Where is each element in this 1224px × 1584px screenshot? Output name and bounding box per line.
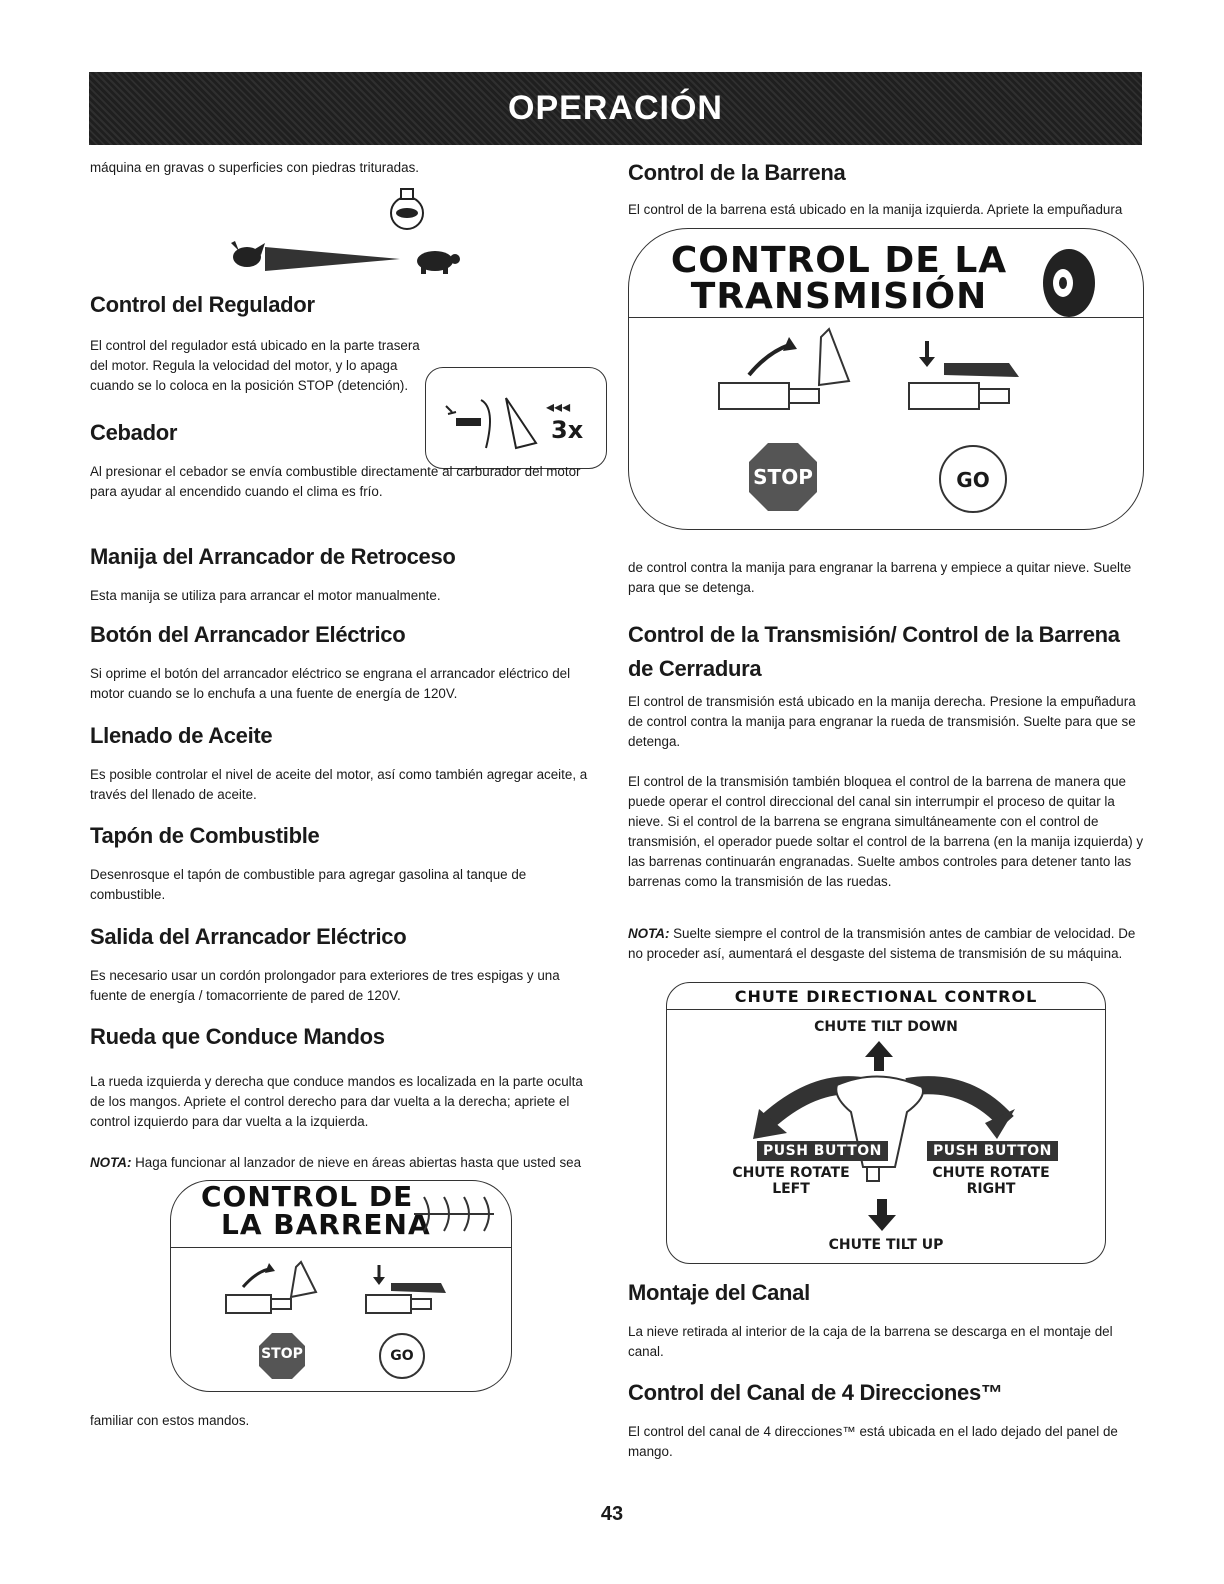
rabbit-icon (231, 241, 265, 267)
push-button-left: PUSH BUTTON (757, 1141, 888, 1161)
transmision-go-label: GO (956, 468, 990, 492)
auger-icon (409, 1189, 499, 1239)
lock-heading: Control de la Transmisión/ Control de la Barrena de Cerradura (628, 622, 1120, 681)
montaje-heading: Montaje del Canal (628, 1280, 810, 1305)
lock-text-2: El control de la transmisión también bloquea el control de la barrena de manera que puede operar el control direccional del canal sin interrumpir el proceso de quitar la nieve. Si el control de la barrena se engrana simultáneamente con el control de transmisión, el operador puede soltar el control de la barrena (en la manija izquierda) y las barrenas continuarán engranadas. Suelte ambos controles para detener tanto las barrenas como la transmisión de las ruedas. (628, 774, 1144, 889)
chute-rotate-right-line1: CHUTE ROTATE (932, 1165, 1050, 1181)
boton-heading: Botón del Arrancador Eléctrico (90, 622, 406, 647)
retroceso-heading: Manija del Arrancador de Retroceso (90, 544, 456, 569)
chute-rotate-left-line2: LEFT (772, 1181, 810, 1197)
left-intro-text: máquina en gravas o superficies con piedras trituradas. (90, 160, 419, 175)
barrena-text: El control de la barrena está ubicado en la manija izquierda. Apriete la empuñadura (628, 202, 1123, 217)
page-number: 43 (600, 1503, 624, 1525)
retroceso-text: Esta manija se utiliza para arrancar el motor manualmente. (90, 588, 441, 603)
barrena-go-label: GO (390, 1348, 414, 1364)
primer-panel (425, 367, 607, 469)
arrow-down-icon (867, 1199, 897, 1233)
transmision-handles-illustration (709, 323, 1069, 433)
rueda-text: La rueda izquierda y derecha que conduce mandos es localizada en la parte oculta de los mangos. Apriete el control derecho para dar vuelta a la derecha; apriete el control izquierdo para dar vuelta a la izquierda. (90, 1074, 583, 1129)
barrena-heading: Control de la Barrena (628, 160, 846, 185)
nota-text: Suelte siempre el control de la transmisión antes de cambiar de velocidad. De no proceder así, aumentará el desgaste del sistema de transmisión de su máquina. (628, 926, 1136, 961)
regulador-heading: Control del Regulador (90, 292, 315, 317)
rueda-heading: Rueda que Conduce Mandos (90, 1024, 385, 1049)
chute-panel-divider (667, 1009, 1105, 1010)
transmision-stop-label: STOP (753, 465, 813, 489)
nota-label: NOTA: (628, 926, 670, 941)
regulador-text: El control del regulador está ubicado en la parte trasera del motor. Regula la velocidad del motor, y lo apaga cuando se lo coloca en la posición STOP (detención). (90, 338, 420, 393)
wheel-icon (1029, 243, 1109, 323)
cuatro-text: El control del canal de 4 direcciones™ está ubicada en el lado dejado del panel de mango. (628, 1424, 1118, 1459)
chute-tilt-down-label: CHUTE TILT DOWN (814, 1019, 958, 1035)
lock-text-1: El control de transmisión está ubicado en la manija derecha. Presione la empuñadura de control contra la manija para engranar la rueda de transmisión. Suelte para que se detenga. (628, 694, 1136, 749)
montaje-text: La nieve retirada al interior de la caja de la barrena se descarga en el montaje del canal. (628, 1324, 1113, 1359)
chute-tilt-up-label: CHUTE TILT UP (828, 1237, 944, 1253)
transmision-panel (628, 228, 1144, 530)
primer-badge: 3x (551, 416, 584, 444)
left-nota (90, 1153, 600, 1173)
transmision-panel-divider (629, 317, 1143, 318)
barrena-panel-divider (171, 1247, 511, 1248)
chute-panel (666, 982, 1106, 1264)
cebador-text: Al presionar el cebador se envía combustible directamente al carburador del motor para ayudar al encendido cuando el clima es frío. (90, 464, 581, 499)
cuatro-heading: Control del Canal de 4 Direcciones™ (628, 1380, 1003, 1405)
nota-text: Haga funcionar al lanzador de nieve en áreas abiertas hasta que usted sea (131, 1155, 582, 1170)
barrena-handles-illustration (201, 1257, 481, 1337)
push-button-right: PUSH BUTTON (927, 1141, 1058, 1161)
turtle-icon (417, 251, 460, 274)
header-banner (89, 72, 1142, 145)
boton-text: Si oprime el botón del arrancador eléctrico se engrana el arrancador eléctrico del motor cuando se lo enchufa a una fuente de energía de 120V. (90, 666, 571, 701)
chute-rotate-right-line2: RIGHT (966, 1181, 1016, 1197)
barrena-panel (170, 1180, 512, 1392)
arrow-up-icon (865, 1041, 893, 1071)
tapon-heading: Tapón de Combustible (90, 823, 320, 848)
barrena-panel-title-2: LA BARRENA (221, 1208, 431, 1241)
svg-text:◂◂◂: ◂◂◂ (546, 397, 571, 416)
salida-text: Es necesario usar un cordón prolongador para exteriores de tres espigas y una fuente de energía / tomacorriente de pared de 120V. (90, 968, 560, 1003)
salida-heading: Salida del Arrancador Eléctrico (90, 924, 407, 949)
cebador-heading: Cebador (90, 420, 178, 445)
chute-panel-title: CHUTE DIRECTIONAL CONTROL (734, 987, 1038, 1006)
barrena-stop-label: STOP (261, 1346, 303, 1362)
nota-label: NOTA: (90, 1155, 132, 1170)
left-outro: familiar con estos mandos. (90, 1413, 250, 1428)
throttle-illustration (225, 185, 505, 285)
transmision-panel-title-2: TRANSMISIÓN (690, 276, 988, 317)
chute-rotate-left-line1: CHUTE ROTATE (732, 1165, 850, 1181)
tapon-text: Desenrosque el tapón de combustible para agregar gasolina al tanque de combustible. (90, 867, 527, 902)
aceite-text: Es posible controlar el nivel de aceite del motor, así como también agregar aceite, a través del llenado de aceite. (90, 767, 588, 802)
transmision-panel-title-1: CONTROL DE LA (670, 240, 1008, 281)
stop-knob-icon (391, 189, 423, 229)
speed-wedge (265, 247, 400, 271)
page-title: OPERACIÓN (508, 89, 723, 127)
barrena-panel-title-1: CONTROL DE (201, 1180, 414, 1213)
barrena-cont-text: de control contra la manija para engranar la barrena y empiece a quitar nieve. Suelte para que se detenga. (628, 560, 1132, 595)
aceite-heading: Llenado de Aceite (90, 723, 273, 748)
right-nota (628, 924, 1148, 964)
